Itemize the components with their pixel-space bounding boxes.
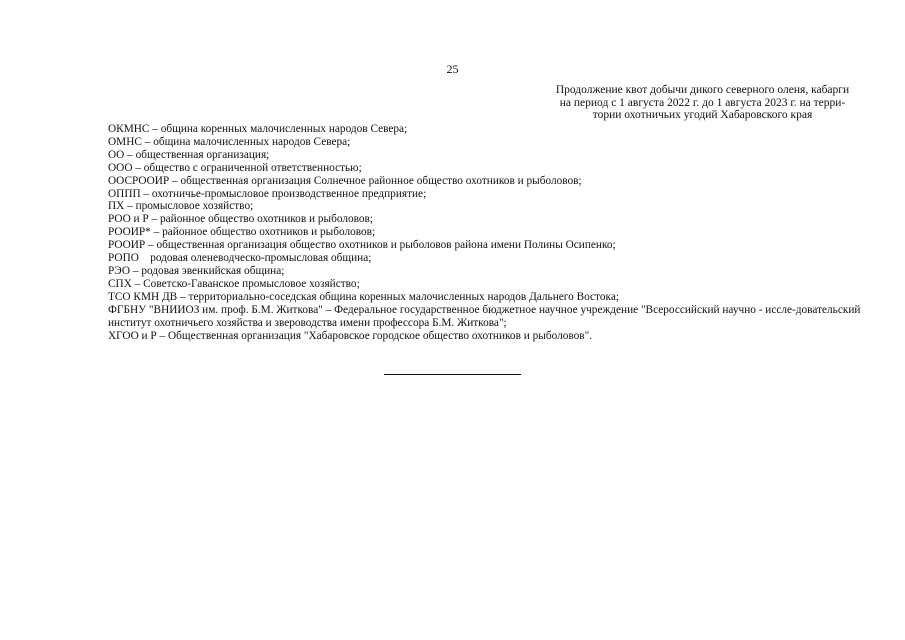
abbreviation-item: ООО – общество с ограниченной ответственностью; bbox=[108, 161, 362, 174]
abbreviation-item: РООИР – общественная организация общество охотников и рыболовов района имени Полины Осипенко; bbox=[108, 239, 616, 252]
abbreviation-list bbox=[108, 123, 873, 342]
continuation-header bbox=[525, 84, 880, 122]
abbreviation-item: ОО – общественная организация; bbox=[108, 148, 270, 161]
header-line: тории охотничьих угодий Хабаровского края bbox=[592, 109, 813, 121]
abbreviation-item: ХГОО и Р – Общественная организация "Хабаровское городское общество охотников и рыболовов". bbox=[108, 329, 593, 342]
abbreviation-item: ОКМНС – община коренных малочисленных народов Севера; bbox=[108, 123, 408, 135]
abbreviation-item: ОППП – охотничье-промысловое производственное предприятие; bbox=[108, 187, 427, 200]
abbreviation-item: СПХ – Советско-Гаванское промысловое хозяйство; bbox=[108, 277, 360, 290]
abbreviation-item: ОМНС – община малочисленных народов Севера; bbox=[108, 135, 351, 148]
abbreviation-item: РОО и Р – районное общество охотников и рыболовов; bbox=[108, 213, 374, 226]
divider-line bbox=[384, 374, 521, 375]
header-line: Продолжение квот добычи дикого северного оленя, кабарги bbox=[555, 84, 850, 96]
page-number: 25 bbox=[446, 62, 459, 76]
header-line: на период с 1 августа 2022 г. до 1 августа 2023 г. на терри- bbox=[559, 96, 846, 109]
abbreviation-item: ПХ – промысловое хозяйство; bbox=[108, 200, 254, 213]
abbreviation-item: РОПО родовая оленеводческо-промысловая община; bbox=[108, 252, 372, 265]
abbreviation-item: ТСО КМН ДВ – территориально-соседская община коренных малочисленных народов Дальнего Востока; bbox=[108, 290, 619, 303]
abbreviation-item: РООИР* – районное общество охотников и рыболовов; bbox=[108, 226, 376, 239]
abbreviation-item: РЭО – родовая эвенкийская община; bbox=[108, 264, 285, 277]
abbreviation-item: ФГБНУ "ВНИИОЗ им. проф. Б.М. Житкова" – Федеральное государственное бюджетное научное учреждение "Всероссийский научно - иссле-довательский институт охотничьего хозяйства и звероводства имени профессора Б.М. Житкова"; bbox=[108, 303, 861, 329]
abbreviation-item: ООСРООИР – общественная организация Солнечное районное общество охотников и рыболовов; bbox=[108, 174, 582, 187]
